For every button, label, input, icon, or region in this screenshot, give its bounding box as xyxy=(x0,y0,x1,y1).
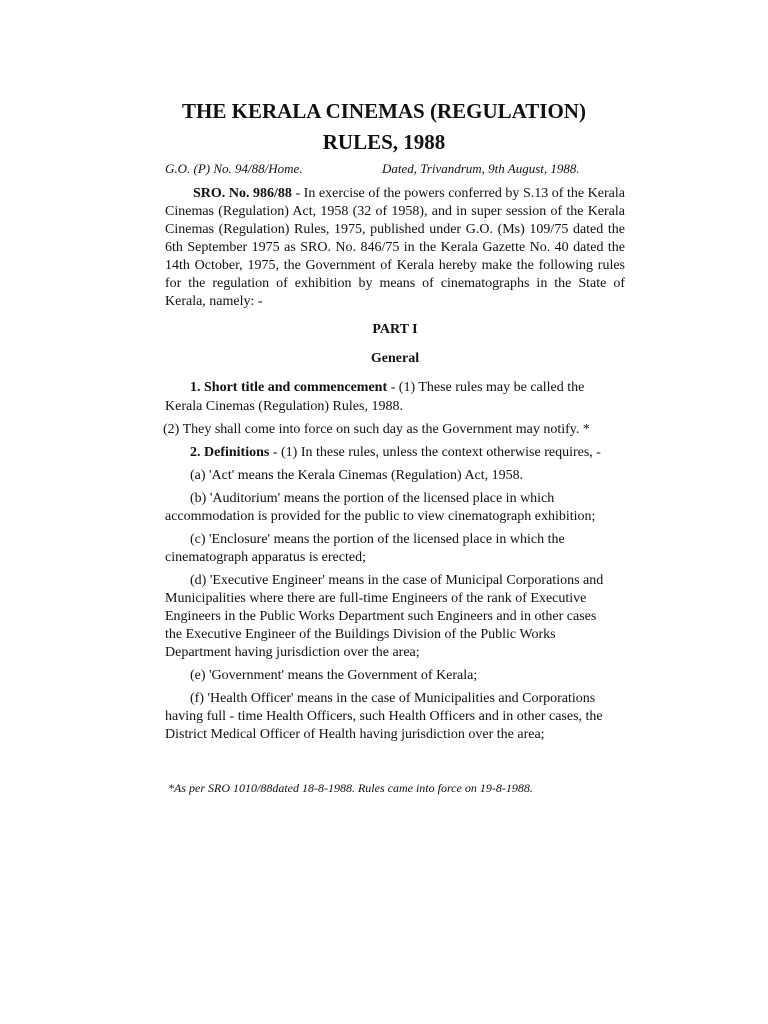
definition-b-line-2: accommodation is provided for the public to view cinematograph exhibition; xyxy=(165,509,596,524)
definition-d-line-5: Department having jurisdiction over the area; xyxy=(165,645,420,660)
document-title-line-2: RULES, 1988 xyxy=(322,130,446,154)
part-heading: PART I xyxy=(372,322,418,337)
definition-c-line-2: cinematograph apparatus is erected; xyxy=(165,550,366,565)
definition-f-line-2: having full - time Health Officers, such Health Officers and in other cases, the xyxy=(165,709,603,724)
rule-1-text: - (1) These rules may be called the xyxy=(387,380,585,395)
definition-a: (a) 'Act' means the Kerala Cinemas (Regulation) Act, 1958. xyxy=(190,468,524,483)
definition-d-line-3: Engineers in the Public Works Department such Engineers and in other cases xyxy=(165,609,597,624)
rule-2-label: 2. Definitions xyxy=(190,445,270,460)
footnote: *As per SRO 1010/88dated 18-8-1988. Rules came into force on 19-8-1988. xyxy=(168,781,533,795)
go-number: G.O. (P) No. 94/88/Home. xyxy=(165,161,303,176)
rule-1-line-2: Kerala Cinemas (Regulation) Rules, 1988. xyxy=(165,399,403,414)
go-reference-line xyxy=(165,161,625,177)
definition-f-line-3: District Medical Officer of Health having jurisdiction over the area; xyxy=(165,727,545,742)
rule-1-subrule-2: (2) They shall come into force on such day as the Government may notify. * xyxy=(163,422,590,437)
definition-d-line-1: (d) 'Executive Engineer' means in the case of Municipal Corporations and xyxy=(190,573,604,588)
rule-1-line-1 xyxy=(190,379,584,397)
sro-text: - In exercise of the powers conferred by S.13 of the Kerala Cinemas (Regulation) Act, 1958 (32 of 1958), and in super session of the Kerala Cinemas (Regulation) Rules, 1975, published under G.O. (Ms) 109/75 dated the 6th September 1975 as SRO. No. 846/75 in the Kerala Gazette No. 40 dated the 14th October, 1975, the Government of Kerala hereby make the following rules for the regulation of exhibition by means of cinematographs in the State of Kerala, namely: - xyxy=(165,186,625,309)
definition-d-line-4: the Executive Engineer of the Buildings Division of the Public Works xyxy=(165,627,556,642)
rule-2-text: - (1) In these rules, unless the context otherwise requires, - xyxy=(269,445,601,460)
definition-b-line-1: (b) 'Auditorium' means the portion of the licensed place in which xyxy=(190,491,555,506)
definition-d-line-2: Municipalities where there are full-time Engineers of the rank of Executive xyxy=(165,591,587,606)
definition-e: (e) 'Government' means the Government of Kerala; xyxy=(190,668,478,683)
section-heading: General xyxy=(370,351,420,366)
definition-c-line-1: (c) 'Enclosure' means the portion of the licensed place in which the xyxy=(190,532,565,547)
document-title-line-1: THE KERALA CINEMAS (REGULATION) xyxy=(182,99,586,123)
rule-2-line xyxy=(190,444,601,462)
definition-f-line-1: (f) 'Health Officer' means in the case of Municipalities and Corporations xyxy=(190,691,596,706)
sro-preamble xyxy=(165,185,625,311)
rule-1-label: 1. Short title and commencement xyxy=(190,380,388,395)
dated-text: Dated, Trivandrum, 9th August, 1988. xyxy=(382,161,580,176)
sro-label: SRO. No. 986/88 xyxy=(193,186,292,201)
